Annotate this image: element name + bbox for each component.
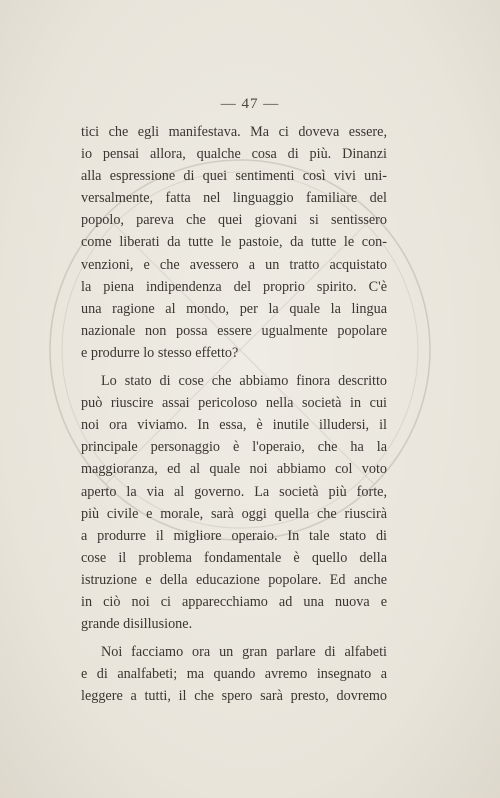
text-line: noi ora viviamo. In essa, è inutile illudersi, il: [81, 417, 387, 434]
text-line: a produrre il migliore operaio. In tale stato di: [81, 527, 387, 544]
text-line: come liberati da tutte le pastoie, da tutte le con-: [81, 234, 387, 251]
body-text: [81, 121, 387, 707]
text-line: Lo stato di cose che abbiamo finora descritto: [101, 373, 387, 390]
text-line: più civile e morale, sarà oggi quella che riuscirà: [81, 505, 387, 522]
page-number: — 47 —: [220, 96, 280, 112]
paragraph-3: [81, 641, 387, 707]
text-line: la piena indipendenza del proprio spirito. C'è: [81, 278, 387, 295]
text-line: maggioranza, ed al quale noi abbiamo col voto: [81, 461, 387, 478]
text-line: nazionale non possa essere ugualmente popolare: [81, 322, 387, 339]
text-line: tici che egli manifestava. Ma ci doveva essere,: [81, 124, 387, 140]
text-line: leggere a tutti, il che spero sarà presto, dovremo: [81, 688, 387, 705]
text-line: cose il problema fondamentale è quello della: [81, 549, 387, 566]
text-line: e di analfabeti; ma quando avremo insegnato a: [81, 666, 387, 683]
text-line: in ciò noi ci apparecchiamo ad una nuova e: [81, 593, 387, 610]
text-line: aperto la via al governo. La società più forte,: [81, 483, 387, 500]
text-line: alla espressione di quei sentimenti così vivi uni-: [81, 168, 387, 185]
text-line: istruzione e della educazione popolare. Ed anche: [81, 571, 387, 588]
text-line: io pensai allora, qualche cosa di più. Dinanzi: [81, 146, 387, 163]
text-line: versalmente, fatta nel linguaggio familiare del: [81, 190, 387, 207]
text-line: principale personaggio è l'operaio, che ha la: [81, 439, 387, 456]
text-line: popolo, pareva che quei giovani si sentissero: [81, 212, 387, 229]
text-line: Noi facciamo ora un gran parlare di alfabeti: [101, 644, 387, 661]
paragraph-2: [81, 370, 387, 635]
paragraph-1: [81, 121, 387, 364]
text-line: una ragione al mondo, per la quale la lingua: [81, 300, 387, 317]
text-line: grande disillusione.: [81, 616, 193, 633]
text-line: e produrre lo stesso effetto?: [81, 344, 239, 361]
text-line: può riuscire assai pericoloso nella società in cui: [81, 395, 387, 412]
text-line: venzioni, e che avessero a un tratto acquistato: [81, 256, 387, 273]
